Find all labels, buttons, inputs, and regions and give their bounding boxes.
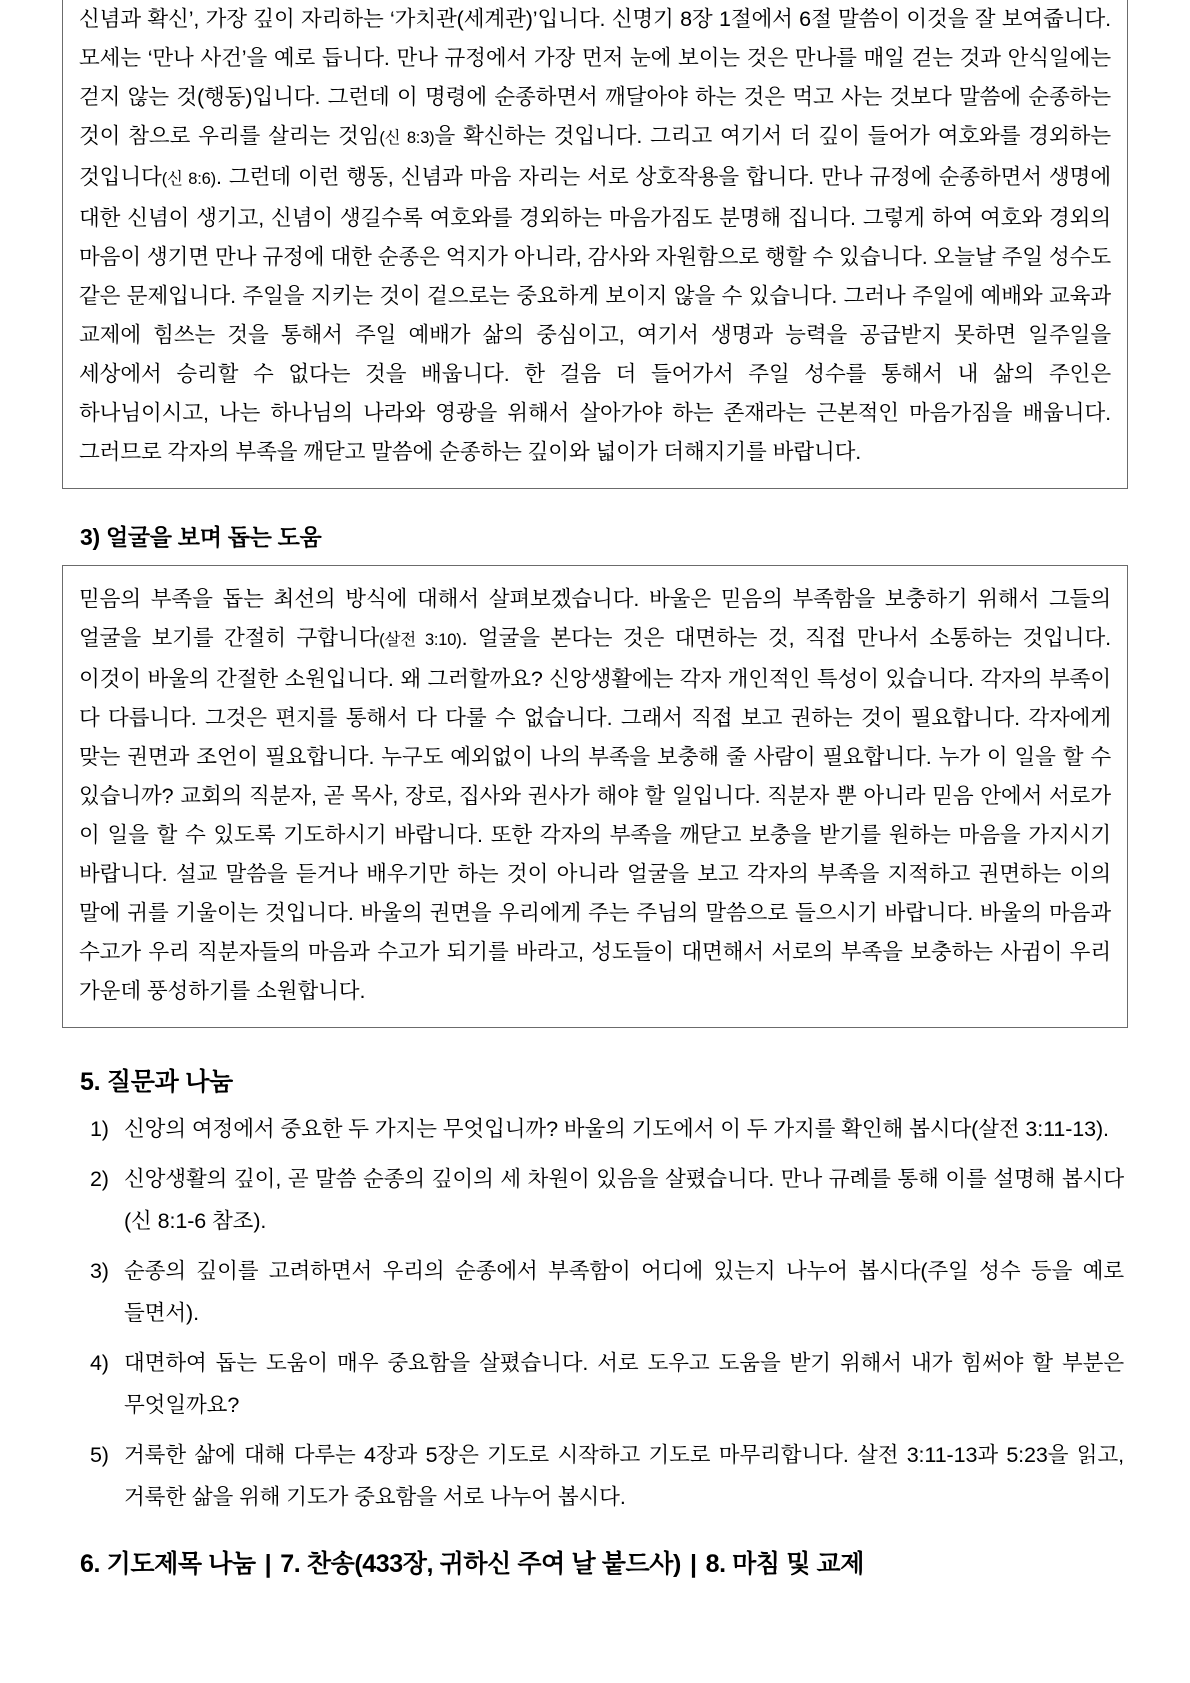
paragraph-1-part-2: 을 확신하는 것입니다. 그리고 여기서 더 깊이 들어가 여호와를 경외하는 것입니다: [79, 124, 1111, 189]
list-item-text: 신앙생활의 깊이, 곧 말씀 순종의 깊이의 세 차원이 있음을 살폈습니다. 만나 규례를 통해 이를 설명해 봅시다(신 8:1-6 참조).: [124, 1167, 1124, 1233]
footer-separator-1: |: [264, 1550, 272, 1578]
list-item-marker: 2): [90, 1167, 109, 1191]
body-paragraph-2: [79, 580, 1111, 1011]
list-item-text: 신앙의 여정에서 중요한 두 가지는 무엇입니까? 바울의 기도에서 이 두 가지를 확인해 봅시다(살전 3:11-13).: [124, 1117, 1109, 1141]
footer-separator-2: |: [689, 1550, 697, 1578]
list-item-marker: 5): [90, 1443, 109, 1467]
list-item-text: 거룩한 삶에 대해 다루는 4장과 5장은 기도로 시작하고 기도로 마무리합니다. 살전 3:11-13과 5:23을 읽고, 거룩한 삶을 위해 기도가 중요함을 서로 나누어 봅시다.: [124, 1443, 1124, 1509]
list-item-text: 대면하여 돕는 도움이 매우 중요함을 살폈습니다. 서로 도우고 도움을 받기 위해서 내가 힘써야 할 부분은 무엇일까요?: [124, 1351, 1124, 1417]
footer-item-6-prayer-sharing: 6. 기도제목 나눔: [80, 1550, 256, 1578]
list-item: [62, 1434, 1128, 1518]
list-item-marker: 1): [90, 1117, 109, 1141]
list-item-marker: 3): [90, 1259, 109, 1283]
body-text-box-2: [62, 565, 1128, 1028]
footer-sections-line: [80, 1544, 1128, 1580]
list-item: [62, 1108, 1128, 1150]
list-item-marker: 4): [90, 1351, 109, 1375]
scripture-reference-deut-8-6: (신 8:6): [161, 170, 216, 188]
list-item: [62, 1158, 1128, 1242]
list-item: [62, 1342, 1128, 1426]
scripture-reference-1thess-3-10: (살전 3:10): [379, 631, 462, 649]
body-paragraph-1: [79, 0, 1111, 472]
paragraph-2-part-1: 믿음의 부족을 돕는 최선의 방식에 대해서 살펴보겠습니다. 바울은 믿음의 부족함을 보충하기 위해서 그들의 얼굴을 보기를 간절히 구합니다: [79, 587, 1111, 650]
paragraph-2-part-2: . 얼굴을 본다는 것은 대면하는 것, 직접 만나서 소통하는 것입니다. 이것이 바울의 간절한 소원입니다. 왜 그러할까요? 신앙생활에는 각자 개인적인 특성이 있습니다. 각자의 부족이 다 다릅니다. 그것은 편지를 통해서 다 다룰 수 없습니다. 그래서 직접 보고 권하는 것이 필요합니다. 각자에게 맞는 권면과 조언이 필요합니다. 누구도 예외없이 나의 부족을 보충해 줄 사람이 필요합니다. 누가 이 일을 할 수 있습니까? 교회의 직분자, 곧 목사, 장로, 집사와 권사가 해야 할 일입니다. 직분자 뿐 아니라 믿음 안에서 서로가 이 일을 할 수 있도록 기도하시기 바랍니다. 또한 각자의 부족을 깨닫고 보충을 받기를 원하는 마음을 가지시기 바랍니다. 설교 말씀을 듣거나 배우기만 하는 것이 아니라 얼굴을 보고 각자의 부족을 지적하고 권면하는 이의 말에 귀를 기울이는 것입니다. 바울의 권면을 우리에게 주는 주님의 말씀으로 들으시기 바랍니다. 바울의 마음과 수고가 우리 직분자들의 마음과 수고가 되기를 바라고, 성도들이 대면해서 서로의 부족을 보충하는 사귐이 우리 가운데 풍성하기를 소원합니다.: [79, 626, 1111, 1003]
list-item-text: 순종의 깊이를 고려하면서 우리의 순종에서 부족함이 어디에 있는지 나누어 봅시다(주일 성수 등을 예로 들면서).: [124, 1259, 1124, 1325]
paragraph-1-part-3: . 그런데 이런 행동, 신념과 마음 자리는 서로 상호작용을 합니다. 만나 규정에 순종하면서 생명에 대한 신념이 생기고, 신념이 생길수록 여호와를 경외하는 마음가짐도 분명해 집니다. 그렇게 하여 여호와 경외의 마음이 생기면 만나 규정에 대한 순종은 억지가 아니라, 감사와 자원함으로 행할 수 있습니다. 오늘날 주일 성수도 같은 문제입니다. 주일을 지키는 것이 겉으로는 중요하게 보이지 않을 수 있습니다. 그러나 주일에 예배와 교육과 교제에 힘쓰는 것을 통해서 주일 예배가 삶의 중심이고, 여기서 생명과 능력을 공급받지 못하면 일주일을 세상에서 승리할 수 없다는 것을 배웁니다. 한 걸음 더 들어가서 주일 성수를 통해서 내 삶의 주인은 하나님이시고, 나는 하나님의 나라와 영광을 위해서 살아가야 하는 존재라는 근본적인 마음가짐을 배웁니다. 그러므로 각자의 부족을 깨닫고 말씀에 순종하는 깊이와 넓이가 더해지기를 바랍니다.: [79, 165, 1111, 464]
subheading-3-face-to-face-help: 3) 얼굴을 보며 돕는 도움: [80, 524, 322, 550]
scripture-reference-deut-8-3: (신 8:3): [379, 129, 435, 147]
paragraph-1-part-1: 신념과 확신’, 가장 깊이 자리하는 ‘가치관(세계관)’입니다. 신명기 8장 1절에서 6절 말씀이 이것을 잘 보여줍니다. 모세는 ‘만나 사건’을 예로 듭니다. 만나 규정에서 가장 먼저 눈에 보이는 것은 만나를 매일 걷는 것과 안식일에는 걷지 않는 것(행동)입니다. 그런데 이 명령에 순종하면서 깨달아야 하는 것은 먹고 사는 것보다 말씀에 순종하는 것이 참으로 우리를 살리는 것임: [79, 7, 1111, 148]
footer-item-8-closing-fellowship: 8. 마침 및 교제: [705, 1550, 864, 1578]
section-heading-5-questions-and-sharing: 5. 질문과 나눔: [80, 1068, 233, 1096]
body-text-box-1: [62, 0, 1128, 489]
questions-list: [62, 1108, 1128, 1518]
list-item: [62, 1250, 1128, 1334]
footer-item-7-hymn: 7. 찬송(433장, 귀하신 주여 날 붙드사): [280, 1550, 681, 1578]
